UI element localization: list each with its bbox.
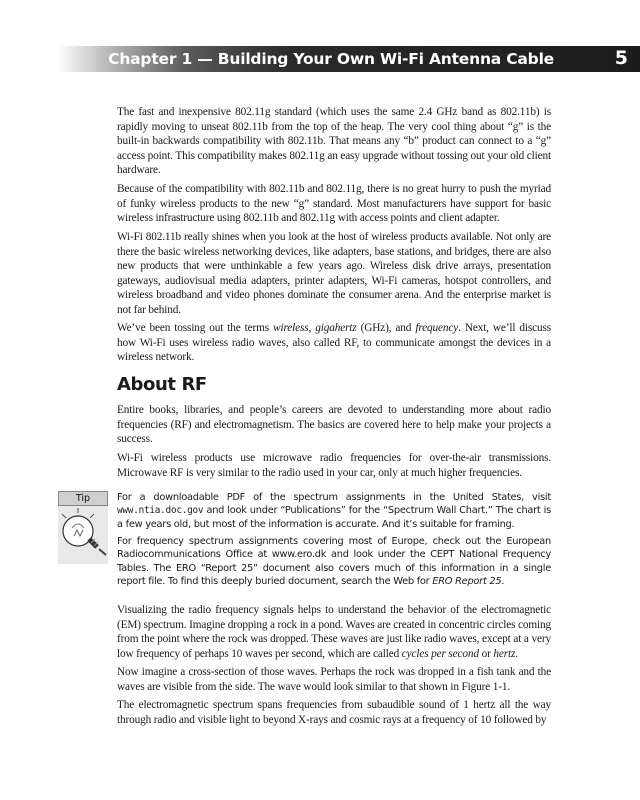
tip-us-text-a: For a downloadable PDF of the spectrum assignments in the United States, visit xyxy=(117,492,551,503)
ero-report-term: ERO Report 25 xyxy=(432,576,502,588)
visualizing-or: or xyxy=(478,647,494,660)
tip-label: Tip xyxy=(58,491,108,506)
tip-callout xyxy=(58,491,108,563)
ntia-link: www.ntia.doc.gov xyxy=(117,505,204,517)
paragraph-cross-section: Now imagine a cross-section of those waves. Perhaps the rock was dropped in a fish tank and the waves are visible from the side. The wave would look similar to that shown in Figure 1-1. xyxy=(117,666,551,693)
terms-sep: , xyxy=(308,322,316,334)
term-frequency: frequency xyxy=(415,322,459,334)
tip-eu-end: . xyxy=(501,576,505,588)
paragraph-em-spectrum: The electromagnetic spectrum spans frequencies from subaudible sound of 1 hertz all the way through radio and visible light to beyond X-rays and cosmic rays at a frequency of 10 followed by xyxy=(117,699,551,726)
paragraph-rf-intro: Entire books, libraries, and people’s careers are devoted to understanding more about radio frequencies (RF) and electromagnetism. The basics are covered here to help make your projects a success. xyxy=(117,404,551,446)
visualizing-text: Visualizing the radio frequency signals helps to understand the behavior of the electromagnetic (EM) spectrum. Imagine dropping a rock in a pond. Waves are created in concentric circles coming from the point where the rock was dropped. These waves are just like radio waves, except at a very low frequency of perhaps 10 waves per second, which are called xyxy=(117,604,551,660)
tip-us-text-b: and look under “Publications” for the “Spectrum Wall Chart.” The chart is a few years old, but most of the information is accurate. And it’s suitable for framing. xyxy=(117,505,551,530)
terms-text-before: We’ve been tossing out the terms xyxy=(117,322,274,334)
chapter-header-bar xyxy=(58,46,640,72)
section-heading-about-rf: About RF xyxy=(117,374,207,395)
lightbulb-icon xyxy=(58,506,108,564)
paragraph-compatibility: Because of the compatibility with 802.11b and 802.11g, there is no great hurry to push the myriad of funky wireless products to the new “g” standard. Most manufacturers have support for basic wireless infrastructure using 802.11b and 802.11g with access points and client adapter. xyxy=(117,183,551,225)
term-wireless: wireless xyxy=(273,322,309,334)
terms-mid: (GHz), and xyxy=(356,322,416,334)
tip-paragraph-us xyxy=(117,491,551,531)
term-cycles-per-second: cycles per second xyxy=(401,647,479,660)
page-number: 5 xyxy=(614,47,628,69)
term-gigahertz: gigahertz xyxy=(315,322,357,334)
tip-eu-text: For frequency spectrum assignments covering most of Europe, check out the European Radiocommunications Office at www.ero.dk and look under the CEPT National Frequency Tables. The ERO “Report 25” document also covers much of this information in a single report file. To find this deeply buried document, search the Web for xyxy=(117,536,551,588)
term-hertz: hertz xyxy=(493,647,516,660)
visualizing-end: . xyxy=(515,647,518,660)
paragraph-wifi-products: Wi-Fi 802.11b really shines when you look at the host of wireless products available. Not only are there the basic wireless networking devices, like adapters, base stations, and bridges, there are also new products that were unthinkable a few years ago. Wireless disk drive arrays, presentation gateways, audiovisual media adapters, printer adapters, Wi-Fi cameras, hotspot controllers, and wireless broadband and video phones dominate the consumer arena. And the enterprise market is not far behind. xyxy=(117,231,551,316)
paragraph-microwave: Wi-Fi wireless products use microwave radio frequencies for over-the-air transmissions. Microwave RF is very similar to the radio used in your car, only at much higher frequencies. xyxy=(117,452,551,479)
terms-text-after: . Next, we’ll discuss how Wi-Fi uses wireless radio waves, also called RF, to communicate amongst the devices in a wireless network. xyxy=(117,322,551,364)
paragraph-terms xyxy=(117,321,551,365)
paragraph-g-standard: The fast and inexpensive 802.11g standard (which uses the same 2.4 GHz band as 802.11b) is rapidly moving to unseat 802.11b from the top of the heap. The very cool thing about “g” is the built-in backwards compatibility with 802.11b. That means any “b” product can connect to a “g” access point. This compatibility makes 802.11g an easy upgrade without tossing out your old client hardware. xyxy=(117,106,551,177)
chapter-title: Chapter 1 — Building Your Own Wi-Fi Antenna Cable xyxy=(108,50,554,68)
tip-paragraph-europe xyxy=(117,535,551,589)
paragraph-visualizing xyxy=(117,603,551,661)
